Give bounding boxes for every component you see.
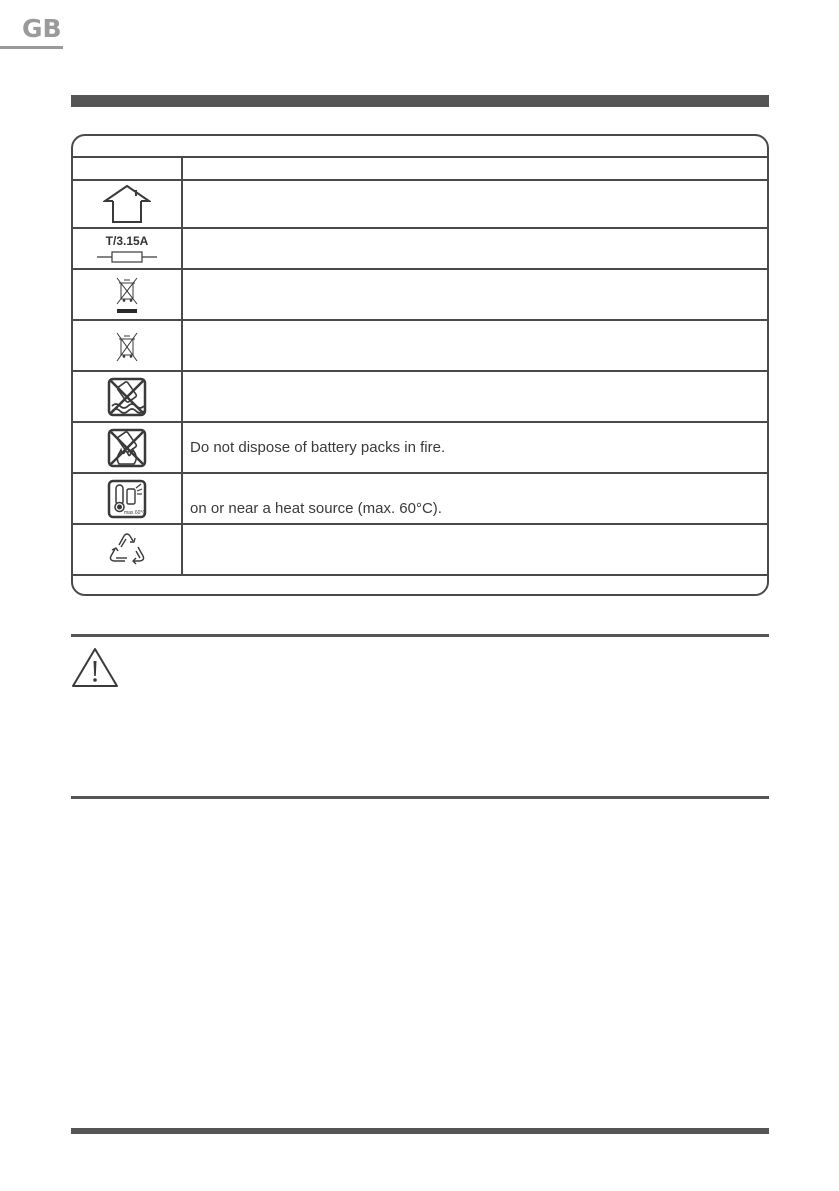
warning-section-bottom-rule (71, 796, 769, 799)
table-row-recycle (73, 525, 181, 574)
recycle-icon (105, 529, 149, 571)
table-row-fuse (73, 229, 181, 268)
row-description: Do not dispose of battery packs in fire. (190, 439, 446, 456)
row-description: on or near a heat source (max. 60°C). (190, 500, 442, 517)
table-row-max-temp (73, 474, 181, 523)
table-header-divider (71, 156, 767, 158)
no-fire-disposal-icon (107, 428, 147, 468)
section-heading-bar (71, 95, 769, 107)
table-row-no-fire (73, 423, 181, 472)
table-column-divider (181, 156, 183, 576)
language-tag-underline (0, 46, 63, 49)
max-temp-label: max.60°C (123, 509, 147, 516)
no-water-disposal-icon (107, 377, 147, 417)
table-row-no-water (73, 372, 181, 421)
table-row-weee (73, 321, 181, 370)
crossed-bin-icon (112, 328, 142, 364)
max-temperature-icon (107, 479, 147, 519)
table-footer-divider (71, 574, 767, 576)
house-icon (103, 184, 151, 224)
table-row-weee-bar (73, 270, 181, 319)
warning-triangle-icon (70, 646, 120, 688)
language-tag: GB (22, 14, 62, 43)
table-row-house (73, 181, 181, 227)
fuse-rating-label: T/3.15A (105, 233, 149, 248)
crossed-bin-with-bar-icon (112, 273, 142, 317)
fuse-icon (95, 232, 159, 266)
page-footer-bar (71, 1128, 769, 1134)
warning-section-top-rule (71, 634, 769, 637)
